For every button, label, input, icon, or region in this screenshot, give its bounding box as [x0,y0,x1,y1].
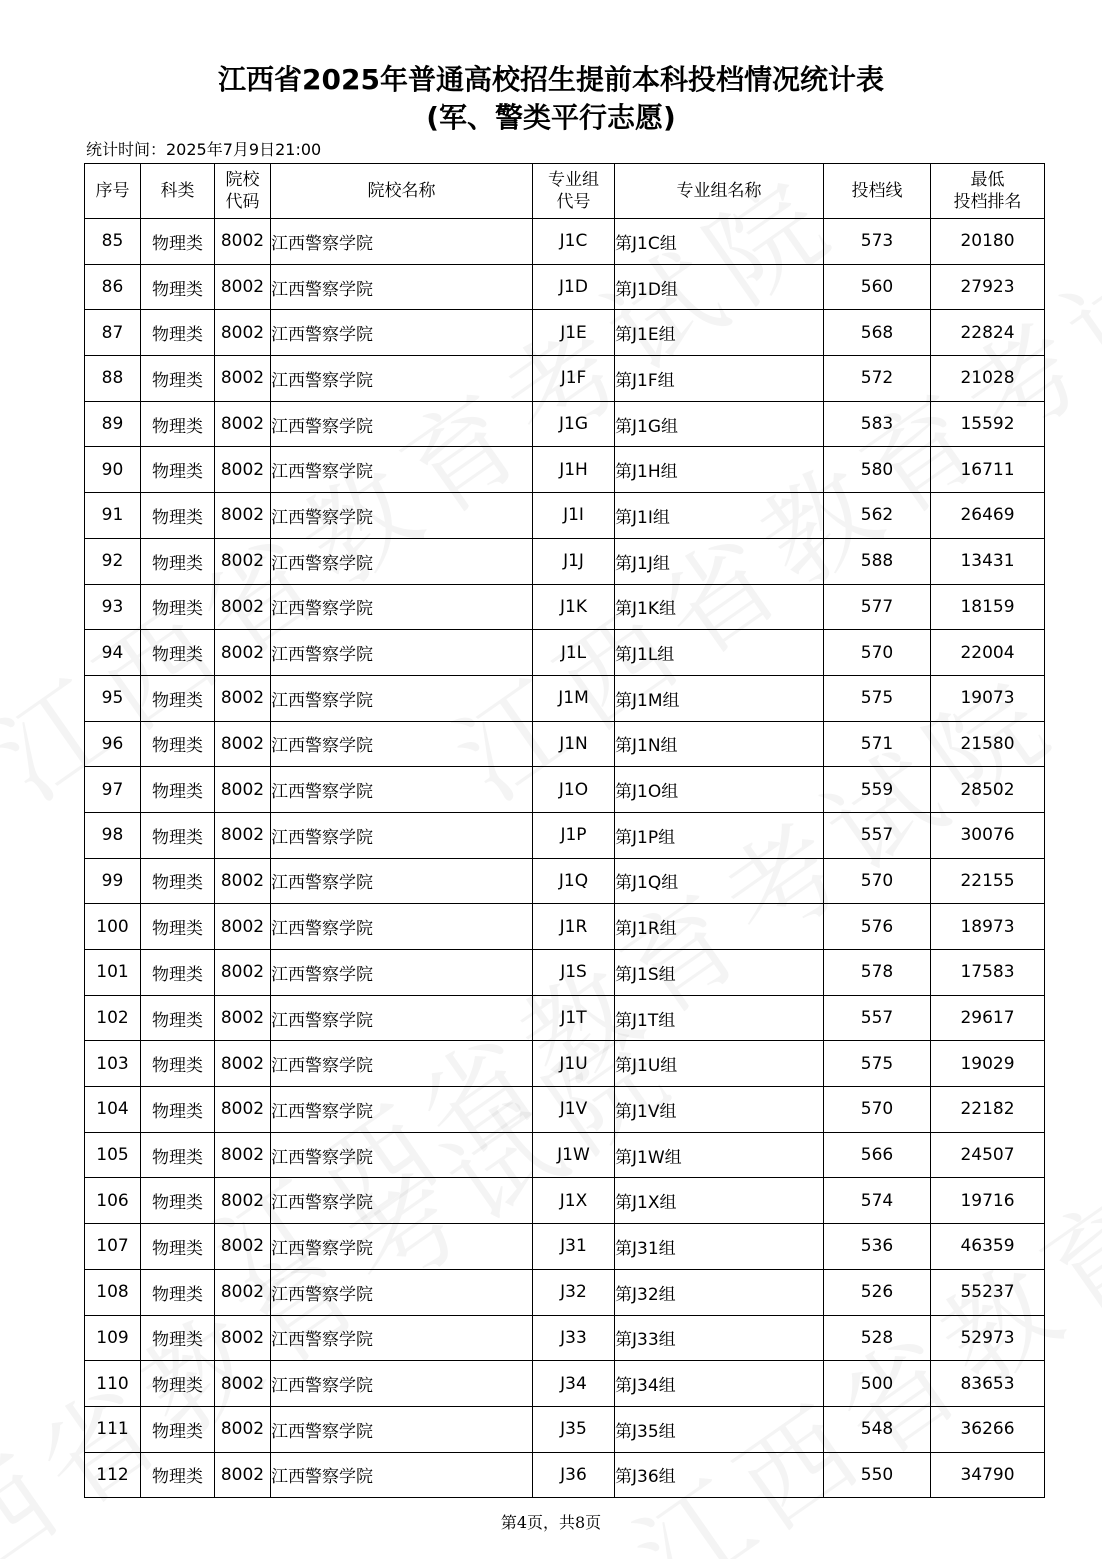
cell-score-line: 500 [824,1361,931,1407]
table-row [85,1452,1045,1498]
cell-score-line: 574 [824,1178,931,1224]
cell-school-name: 江西警察学院 [271,1178,533,1224]
cell-group-code: J1X [533,1178,615,1224]
cell-category: 物理类 [141,1224,215,1270]
cell-school-name: 江西警察学院 [271,310,533,356]
table-row [85,493,1045,539]
cell-group-code: J31 [533,1224,615,1270]
cell-group-name: 第J1E组 [615,310,824,356]
cell-category: 物理类 [141,1315,215,1361]
cell-school-code: 8002 [215,356,271,402]
cell-min-rank: 28502 [931,767,1045,813]
table-row [85,1041,1045,1087]
cell-group-name: 第J1N组 [615,721,824,767]
cell-category: 物理类 [141,493,215,539]
cell-category: 物理类 [141,1406,215,1452]
cell-min-rank: 52973 [931,1315,1045,1361]
cell-seq: 106 [85,1178,141,1224]
cell-score-line: 536 [824,1224,931,1270]
cell-category: 物理类 [141,584,215,630]
cell-seq: 99 [85,858,141,904]
cell-school-code: 8002 [215,1087,271,1133]
header-score-line: 投档线 [824,164,931,219]
cell-score-line: 526 [824,1269,931,1315]
cell-score-line: 575 [824,675,931,721]
table-row [85,995,1045,1041]
table-row [85,310,1045,356]
cell-seq: 108 [85,1269,141,1315]
cell-score-line: 571 [824,721,931,767]
table-header-row [85,164,1045,219]
cell-category: 物理类 [141,356,215,402]
cell-group-name: 第J1V组 [615,1087,824,1133]
cell-group-code: J1N [533,721,615,767]
cell-group-name: 第J1W组 [615,1132,824,1178]
cell-min-rank: 24507 [931,1132,1045,1178]
cell-category: 物理类 [141,812,215,858]
cell-category: 物理类 [141,219,215,265]
cell-group-code: J1S [533,950,615,996]
cell-score-line: 572 [824,356,931,402]
cell-score-line: 557 [824,812,931,858]
cell-seq: 85 [85,219,141,265]
cell-min-rank: 21580 [931,721,1045,767]
table-row [85,447,1045,493]
cell-category: 物理类 [141,904,215,950]
table-row [85,1361,1045,1407]
cell-seq: 112 [85,1452,141,1498]
cell-category: 物理类 [141,630,215,676]
cell-category: 物理类 [141,1452,215,1498]
cell-group-name: 第J1C组 [615,219,824,265]
cell-group-code: J1L [533,630,615,676]
cell-group-code: J1D [533,264,615,310]
cell-category: 物理类 [141,1132,215,1178]
cell-group-code: J1J [533,538,615,584]
cell-group-code: J1T [533,995,615,1041]
cell-seq: 110 [85,1361,141,1407]
cell-seq: 94 [85,630,141,676]
table-row [85,1132,1045,1178]
cell-category: 物理类 [141,538,215,584]
cell-min-rank: 83653 [931,1361,1045,1407]
cell-school-code: 8002 [215,675,271,721]
cell-group-name: 第J1D组 [615,264,824,310]
table-row [85,1224,1045,1270]
cell-group-name: 第J35组 [615,1406,824,1452]
cell-seq: 91 [85,493,141,539]
table-row [85,538,1045,584]
cell-school-name: 江西警察学院 [271,1361,533,1407]
cell-group-code: J1R [533,904,615,950]
cell-seq: 109 [85,1315,141,1361]
cell-school-name: 江西警察学院 [271,219,533,265]
cell-group-name: 第J1K组 [615,584,824,630]
table-row [85,767,1045,813]
cell-min-rank: 22004 [931,630,1045,676]
cell-school-name: 江西警察学院 [271,264,533,310]
cell-seq: 102 [85,995,141,1041]
cell-category: 物理类 [141,950,215,996]
cell-school-code: 8002 [215,584,271,630]
cell-seq: 90 [85,447,141,493]
cell-group-code: J1H [533,447,615,493]
cell-seq: 96 [85,721,141,767]
cell-seq: 93 [85,584,141,630]
cell-seq: 89 [85,401,141,447]
cell-school-name: 江西警察学院 [271,401,533,447]
cell-group-name: 第J1U组 [615,1041,824,1087]
table-row [85,264,1045,310]
cell-school-name: 江西警察学院 [271,1269,533,1315]
cell-min-rank: 16711 [931,447,1045,493]
cell-score-line: 562 [824,493,931,539]
table-row [85,904,1045,950]
cell-school-code: 8002 [215,812,271,858]
cell-group-code: J36 [533,1452,615,1498]
cell-group-name: 第J34组 [615,1361,824,1407]
cell-school-code: 8002 [215,310,271,356]
cell-group-name: 第J1Q组 [615,858,824,904]
cell-group-code: J1Q [533,858,615,904]
page-subtitle: (军、警类平行志愿) [426,101,676,134]
cell-school-code: 8002 [215,767,271,813]
cell-category: 物理类 [141,995,215,1041]
cell-min-rank: 22155 [931,858,1045,904]
cell-category: 物理类 [141,721,215,767]
cell-category: 物理类 [141,1087,215,1133]
admission-table [84,163,1045,1498]
cell-score-line: 550 [824,1452,931,1498]
cell-min-rank: 15592 [931,401,1045,447]
cell-seq: 100 [85,904,141,950]
cell-category: 物理类 [141,310,215,356]
cell-school-name: 江西警察学院 [271,995,533,1041]
cell-seq: 87 [85,310,141,356]
cell-school-code: 8002 [215,1452,271,1498]
cell-school-name: 江西警察学院 [271,1406,533,1452]
cell-seq: 107 [85,1224,141,1270]
cell-school-code: 8002 [215,1315,271,1361]
cell-min-rank: 27923 [931,264,1045,310]
table-row [85,584,1045,630]
cell-group-code: J1I [533,493,615,539]
cell-category: 物理类 [141,1041,215,1087]
cell-group-name: 第J1M组 [615,675,824,721]
cell-group-name: 第J1L组 [615,630,824,676]
cell-score-line: 570 [824,858,931,904]
cell-school-code: 8002 [215,493,271,539]
cell-seq: 88 [85,356,141,402]
cell-category: 物理类 [141,767,215,813]
cell-score-line: 548 [824,1406,931,1452]
cell-group-code: J1F [533,356,615,402]
table-row [85,950,1045,996]
cell-category: 物理类 [141,858,215,904]
cell-group-code: J33 [533,1315,615,1361]
cell-min-rank: 34790 [931,1452,1045,1498]
cell-score-line: 588 [824,538,931,584]
cell-group-code: J1M [533,675,615,721]
cell-school-code: 8002 [215,904,271,950]
cell-group-name: 第J33组 [615,1315,824,1361]
cell-min-rank: 17583 [931,950,1045,996]
cell-seq: 101 [85,950,141,996]
cell-group-code: J1P [533,812,615,858]
cell-group-name: 第J1T组 [615,995,824,1041]
cell-school-name: 江西警察学院 [271,1224,533,1270]
cell-group-code: J1W [533,1132,615,1178]
cell-category: 物理类 [141,447,215,493]
cell-group-code: J35 [533,1406,615,1452]
cell-school-code: 8002 [215,630,271,676]
cell-score-line: 583 [824,401,931,447]
cell-group-code: J1V [533,1087,615,1133]
cell-category: 物理类 [141,401,215,447]
header-school-code: 院校 代码 [215,164,271,219]
table-row [85,630,1045,676]
cell-school-name: 江西警察学院 [271,1452,533,1498]
cell-seq: 104 [85,1087,141,1133]
table-row [85,356,1045,402]
cell-seq: 103 [85,1041,141,1087]
cell-group-name: 第J1G组 [615,401,824,447]
cell-school-name: 江西警察学院 [271,1132,533,1178]
cell-min-rank: 19716 [931,1178,1045,1224]
cell-group-name: 第J32组 [615,1269,824,1315]
cell-min-rank: 21028 [931,356,1045,402]
cell-school-code: 8002 [215,447,271,493]
cell-min-rank: 55237 [931,1269,1045,1315]
table-row [85,219,1045,265]
header-category: 科类 [141,164,215,219]
cell-min-rank: 22824 [931,310,1045,356]
cell-group-code: J1G [533,401,615,447]
cell-seq: 86 [85,264,141,310]
cell-school-code: 8002 [215,721,271,767]
table-row [85,1269,1045,1315]
cell-school-code: 8002 [215,1224,271,1270]
cell-min-rank: 13431 [931,538,1045,584]
cell-score-line: 578 [824,950,931,996]
cell-seq: 95 [85,675,141,721]
table-row [85,1178,1045,1224]
table-row [85,1406,1045,1452]
cell-group-name: 第J1O组 [615,767,824,813]
cell-min-rank: 19029 [931,1041,1045,1087]
cell-min-rank: 20180 [931,219,1045,265]
cell-group-code: J1K [533,584,615,630]
cell-score-line: 568 [824,310,931,356]
header-min-rank: 最低 投档排名 [931,164,1045,219]
cell-school-name: 江西警察学院 [271,675,533,721]
cell-school-code: 8002 [215,1361,271,1407]
cell-min-rank: 29617 [931,995,1045,1041]
table-row [85,812,1045,858]
cell-school-code: 8002 [215,401,271,447]
cell-score-line: 559 [824,767,931,813]
cell-group-code: J1O [533,767,615,813]
page-title: 江西省2025年普通高校招生提前本科投档情况统计表 [218,63,884,96]
cell-school-name: 江西警察学院 [271,630,533,676]
cell-school-code: 8002 [215,264,271,310]
table-row [85,1087,1045,1133]
cell-seq: 92 [85,538,141,584]
cell-school-name: 江西警察学院 [271,721,533,767]
cell-school-name: 江西警察学院 [271,904,533,950]
cell-group-code: J1E [533,310,615,356]
cell-category: 物理类 [141,1269,215,1315]
cell-score-line: 576 [824,904,931,950]
cell-school-code: 8002 [215,950,271,996]
cell-school-code: 8002 [215,1269,271,1315]
cell-group-name: 第J1R组 [615,904,824,950]
cell-seq: 111 [85,1406,141,1452]
cell-school-name: 江西警察学院 [271,447,533,493]
cell-school-name: 江西警察学院 [271,356,533,402]
cell-group-name: 第J36组 [615,1452,824,1498]
header-group-code: 专业组 代号 [533,164,615,219]
cell-category: 物理类 [141,1178,215,1224]
cell-score-line: 573 [824,219,931,265]
cell-school-code: 8002 [215,1406,271,1452]
cell-score-line: 570 [824,630,931,676]
cell-group-name: 第J1H组 [615,447,824,493]
cell-category: 物理类 [141,1361,215,1407]
cell-group-code: J1U [533,1041,615,1087]
cell-school-name: 江西警察学院 [271,812,533,858]
cell-group-code: J32 [533,1269,615,1315]
stat-time: 统计时间：2025年7月9日21:00 [86,140,322,159]
cell-school-name: 江西警察学院 [271,767,533,813]
cell-seq: 105 [85,1132,141,1178]
table-row [85,858,1045,904]
cell-group-name: 第J1X组 [615,1178,824,1224]
cell-group-name: 第J1F组 [615,356,824,402]
cell-school-code: 8002 [215,995,271,1041]
cell-score-line: 557 [824,995,931,1041]
cell-min-rank: 46359 [931,1224,1045,1270]
cell-school-name: 江西警察学院 [271,493,533,539]
cell-min-rank: 18159 [931,584,1045,630]
cell-school-code: 8002 [215,1041,271,1087]
cell-score-line: 566 [824,1132,931,1178]
cell-group-code: J34 [533,1361,615,1407]
page-footer: 第4页，共8页 [500,1513,602,1532]
cell-school-name: 江西警察学院 [271,1087,533,1133]
header-seq: 序号 [85,164,141,219]
cell-score-line: 577 [824,584,931,630]
cell-score-line: 580 [824,447,931,493]
cell-school-code: 8002 [215,1178,271,1224]
table-row [85,1315,1045,1361]
cell-category: 物理类 [141,675,215,721]
cell-school-name: 江西警察学院 [271,1041,533,1087]
cell-school-name: 江西警察学院 [271,1315,533,1361]
header-school-name: 院校名称 [271,164,533,219]
cell-category: 物理类 [141,264,215,310]
cell-group-name: 第J1P组 [615,812,824,858]
cell-min-rank: 18973 [931,904,1045,950]
table-row [85,675,1045,721]
cell-group-name: 第J1I组 [615,493,824,539]
cell-score-line: 570 [824,1087,931,1133]
cell-min-rank: 36266 [931,1406,1045,1452]
cell-school-name: 江西警察学院 [271,858,533,904]
cell-group-name: 第J1S组 [615,950,824,996]
cell-group-name: 第J31组 [615,1224,824,1270]
cell-seq: 98 [85,812,141,858]
table-row [85,721,1045,767]
cell-school-name: 江西警察学院 [271,538,533,584]
cell-min-rank: 22182 [931,1087,1045,1133]
cell-seq: 97 [85,767,141,813]
cell-school-code: 8002 [215,1132,271,1178]
cell-min-rank: 30076 [931,812,1045,858]
table-row [85,401,1045,447]
cell-group-name: 第J1J组 [615,538,824,584]
cell-school-name: 江西警察学院 [271,584,533,630]
cell-min-rank: 26469 [931,493,1045,539]
cell-score-line: 528 [824,1315,931,1361]
cell-school-code: 8002 [215,219,271,265]
cell-group-code: J1C [533,219,615,265]
cell-school-code: 8002 [215,538,271,584]
cell-min-rank: 19073 [931,675,1045,721]
cell-school-name: 江西警察学院 [271,950,533,996]
cell-score-line: 575 [824,1041,931,1087]
cell-school-code: 8002 [215,858,271,904]
header-group-name: 专业组名称 [615,164,824,219]
cell-score-line: 560 [824,264,931,310]
